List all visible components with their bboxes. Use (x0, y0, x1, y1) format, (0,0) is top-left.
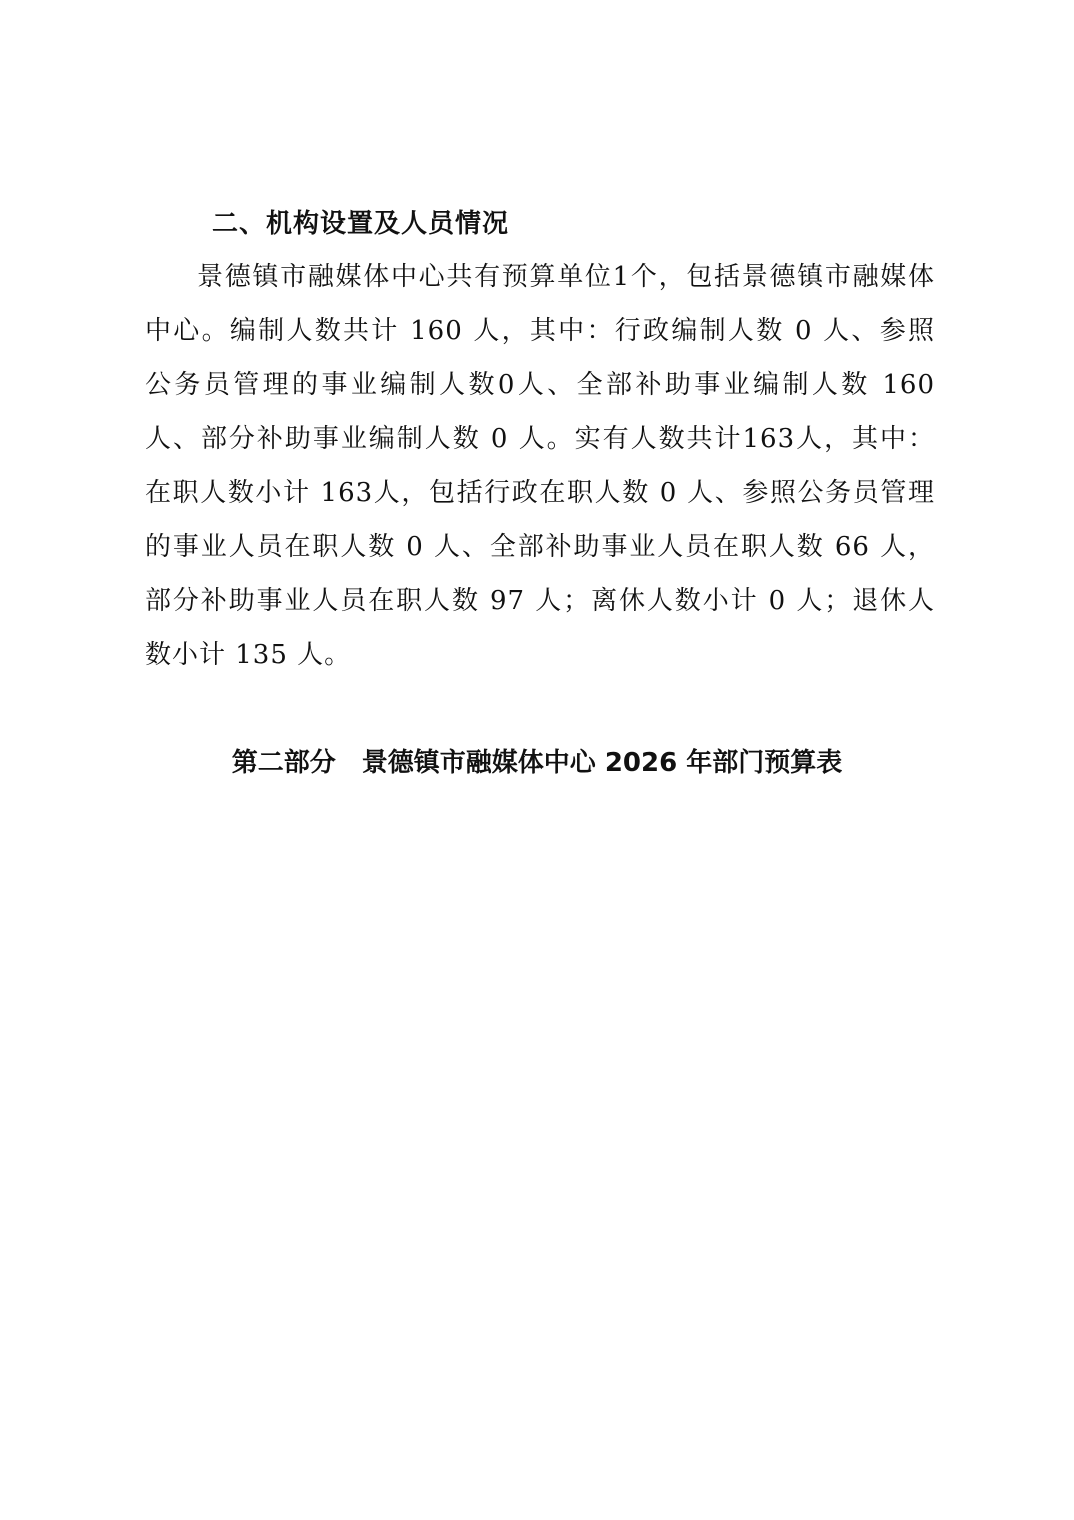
staffing-paragraph: 景德镇市融媒体中心共有预算单位1个，包括景德镇市融媒体中心。编制人数共计 160 人，其中：行政编制人数 0 人、参照 公务员管理的事业编制人数0人、全部补助事业编制人数 160 人、部分补助事业编制人数 0 人。实有人数共计163人，其中：在职人数小计 163人，包括行政在职人数 0 人、参照公务员管理的事业人员在职人数 0 人、全部补助事业人员在职人数 66 人，部分补助事业人员在职人数 97 人；离休人数小计 0 人；退休人数小计 135 人。 (145, 262, 935, 670)
part-heading: 第二部分 景德镇市融媒体中心 2026 年部门预算表 (231, 748, 843, 778)
section-heading: 二、机构设置及人员情况 (212, 209, 510, 239)
